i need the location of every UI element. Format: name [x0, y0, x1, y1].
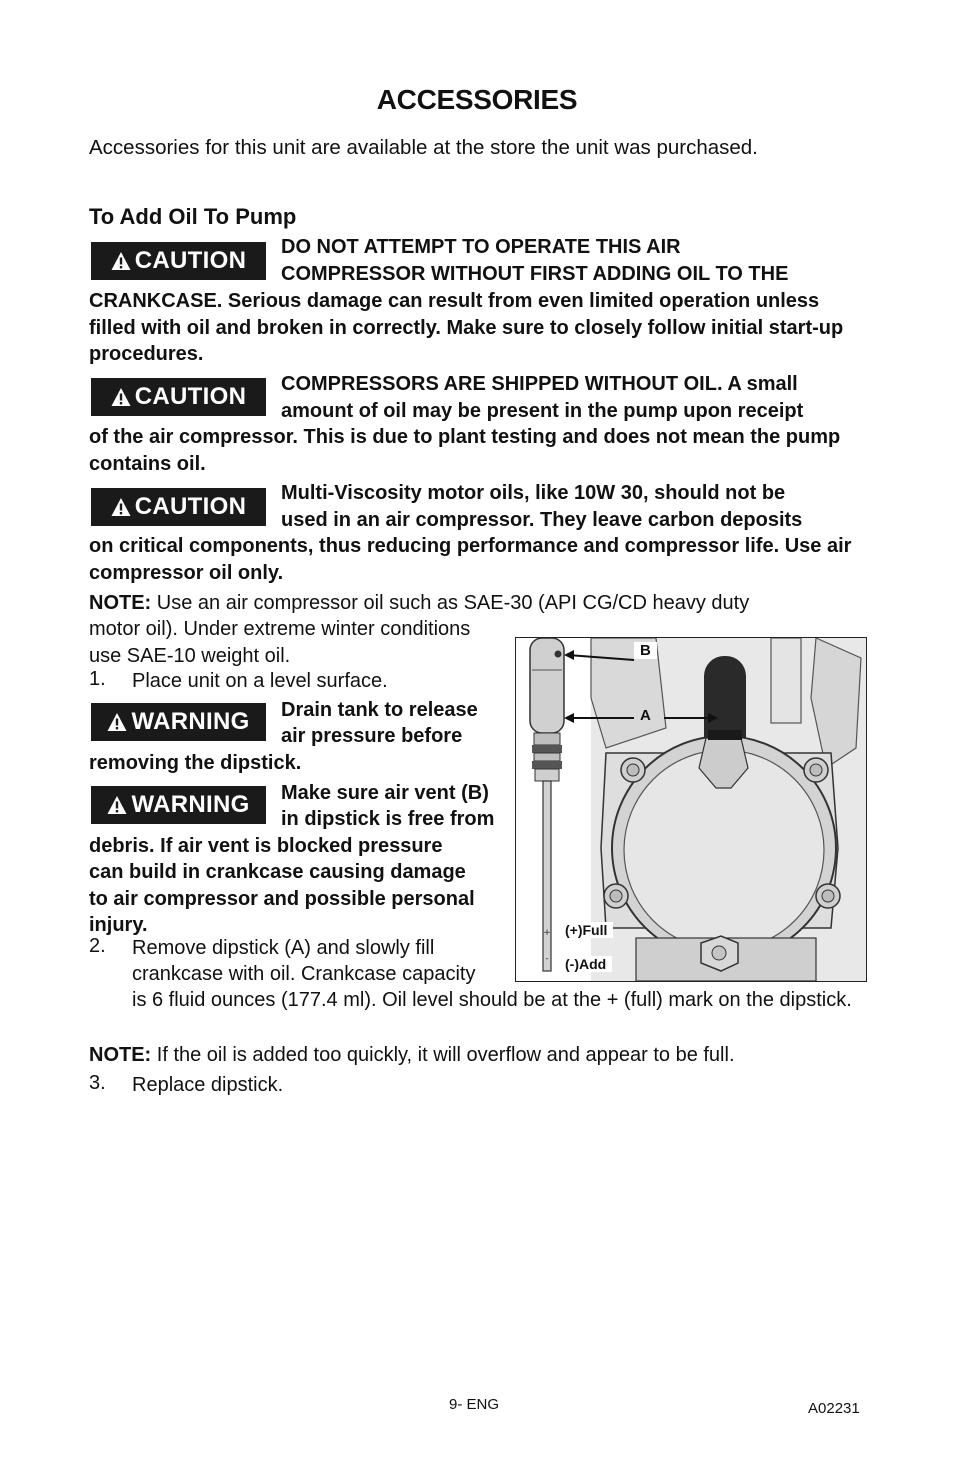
dipstick-illustration	[515, 637, 867, 982]
caution-badge-label: CAUTION	[134, 247, 247, 274]
warning1-line1: Drain tank to release	[281, 699, 478, 721]
caution-badge	[91, 242, 266, 280]
label-add: (-)Add	[559, 956, 612, 972]
warning2-line6: injury.	[89, 914, 148, 936]
note1-text: Use an air compressor oil such as SAE-30 (API CG/CD heavy duty	[151, 592, 750, 614]
warning2-line3: debris. If air vent is blocked pressure	[89, 835, 443, 857]
warning1-line2: air pressure before	[281, 725, 463, 747]
label-b: B	[634, 642, 657, 659]
intro-text: Accessories for this unit are available at the store the unit was purchased.	[89, 136, 758, 159]
warning-badge	[91, 786, 266, 824]
page-title: ACCESSORIES	[376, 84, 578, 115]
caution2-body: of the air compressor. This is due to plant testing and does not mean the pump contains oil.	[89, 426, 841, 475]
caution-badge	[91, 378, 266, 416]
air-vent-icon	[555, 651, 562, 658]
caution-badge	[91, 488, 266, 526]
section-heading: To Add Oil To Pump	[89, 204, 297, 229]
note-label: NOTE:	[89, 592, 152, 614]
step-number: 2.	[89, 935, 106, 957]
caution2-line2: amount of oil may be present in the pump upon receipt	[281, 400, 804, 422]
bolt-icon	[816, 884, 840, 908]
warning2-line2: in dipstick is free from	[281, 808, 495, 830]
warning2-line4: can build in crankcase causing damage	[89, 861, 466, 883]
warning-badge-label: WARNING	[131, 791, 250, 818]
note1-line1	[89, 590, 749, 617]
caution1-line1: DO NOT ATTEMPT TO OPERATE THIS AIR	[281, 236, 681, 258]
note-label: NOTE:	[89, 1044, 152, 1066]
bolt-icon	[621, 758, 645, 782]
svg-text:-: -	[545, 954, 549, 964]
step2-line2: crankcase with oil. Crankcase capacity	[132, 963, 476, 985]
svg-text:+: +	[543, 928, 551, 938]
step2-line1: Remove dipstick (A) and slowly fill	[132, 937, 435, 959]
step-text: Place unit on a level surface.	[132, 670, 388, 692]
bolt-icon	[804, 758, 828, 782]
warning1-line3: removing the dipstick.	[89, 752, 302, 774]
caution3-body: on critical components, thus reducing performance and compressor life. Use air compressor oil only.	[89, 535, 852, 584]
caution-badge-label: CAUTION	[134, 493, 247, 520]
warning2-line5: to air compressor and possible personal	[89, 888, 475, 910]
caution1-body: CRANKCASE. Serious damage can result from even limited operation unless filled with oil and broken in correctly. Make sure to closely follow initial start-up procedures.	[89, 290, 844, 365]
warning-badge-label: WARNING	[131, 708, 250, 735]
caution3-line2: used in an air compressor. They leave carbon deposits	[281, 509, 803, 531]
warning-badge	[91, 703, 266, 741]
caution-badge-label: CAUTION	[134, 383, 247, 410]
warning-triangle-icon	[111, 387, 131, 407]
step-number: 1.	[89, 668, 106, 690]
caution1-line2: COMPRESSOR WITHOUT FIRST ADDING OIL TO THE	[281, 263, 789, 285]
note1-line3: use SAE-10 weight oil.	[89, 645, 291, 667]
caution3-line1: Multi-Viscosity motor oils, like 10W 30, should not be	[281, 482, 786, 504]
note1-line2: motor oil). Under extreme winter conditions	[89, 618, 471, 640]
warning-triangle-icon	[111, 497, 131, 517]
step-text: Replace dipstick.	[132, 1074, 284, 1096]
note2-text: If the oil is added too quickly, it will overflow and appear to be full.	[151, 1044, 735, 1066]
warning-triangle-icon	[107, 795, 127, 815]
note2	[89, 1042, 735, 1069]
caution2-line1: COMPRESSORS ARE SHIPPED WITHOUT OIL. A small	[281, 373, 798, 395]
bolt-icon	[604, 884, 628, 908]
step-number: 3.	[89, 1072, 106, 1094]
step2-rest: is 6 fluid ounces (177.4 ml). Oil level should be at the + (full) mark on the dipstick.	[132, 989, 852, 1011]
page-number: 9- ENG	[449, 1396, 500, 1413]
document-code: A02231	[808, 1400, 860, 1417]
warning-triangle-icon	[107, 712, 127, 732]
warning2-line1: Make sure air vent (B)	[281, 782, 489, 804]
label-full: (+)Full	[559, 922, 613, 938]
label-a: A	[640, 707, 651, 724]
warning-triangle-icon	[111, 251, 131, 271]
